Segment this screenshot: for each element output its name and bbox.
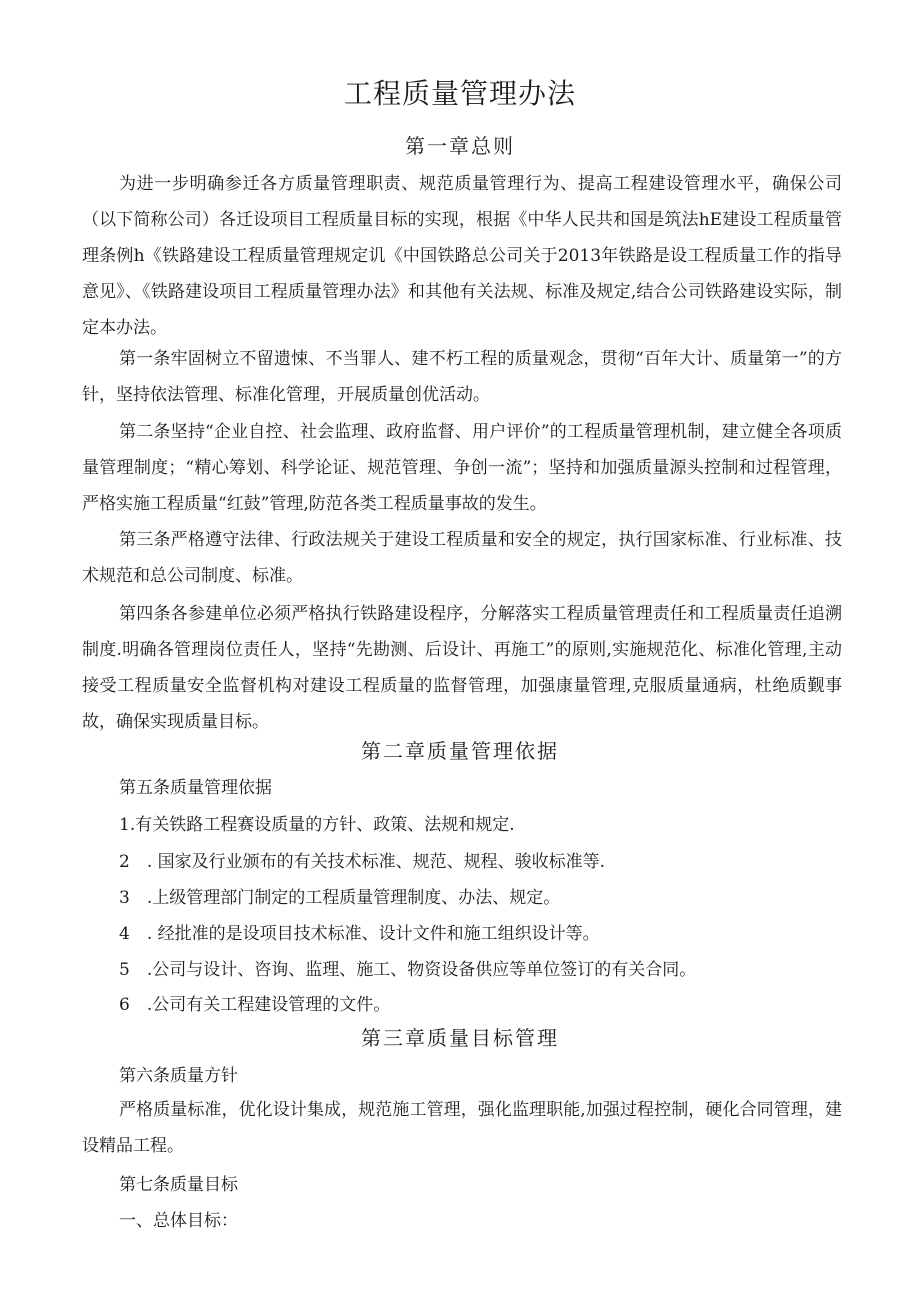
basis-item-5: 5 .公司与设计、咨询、监理、施工、物资设备供应等单位签订的有关合同。: [119, 960, 697, 980]
chapter-3-heading: 第三章质量目标管理: [361, 1026, 559, 1050]
basis-item-4: 4 . 经批准的是设项目技术标准、设计文件和施工组织设计等。: [119, 924, 600, 944]
document-title: 工程质量管理办法: [343, 77, 576, 110]
article-1-paragraph: 第一条牢固树立不留遗悚、不当罪人、建不朽工程的质量观念，贯彻“百年大计、质量第一”的方针，坚持依法管理、标准化管理，开展质量创优活动。: [82, 349, 842, 405]
basis-item-3: 3 .上级管理部门制定的工程质量管理制度、办法、规定。: [119, 888, 561, 908]
chapter-2-heading: 第二章质量管理依据: [361, 739, 559, 763]
article-4-paragraph: 第四条各参建单位必须严格执行铁路建设程序，分解落实工程质量管理责任和工程质量责任追溯制度.明确各管理岗位责任人，坚持“先勘测、后设计、再施工”的原则,实施规范化、标准化管理,主动接受工程质量安全监督机构对建设工程质量的监督管理，加强康量管理,克服质量通病，杜绝质觐事故，确保实现质量目标。: [82, 604, 842, 732]
overall-goal-heading: 一、总体目标：: [119, 1211, 238, 1231]
article-5-heading: 第五条质量管理依据: [119, 778, 272, 798]
article-7-heading: 第七条质量目标: [119, 1175, 238, 1195]
article-6-heading: 第六条质量方针: [119, 1066, 238, 1086]
basis-item-1: 1.有关铁路工程赛设质量的方针、政策、法规和规定.: [119, 815, 515, 835]
quality-policy-paragraph: 严格质量标准，优化设计集成，规范施工管理，强化监理职能,加强过程控制，硬化合同管理，建设精品工程。: [82, 1100, 842, 1156]
basis-item-2: 2 . 国家及行业颁布的有关技术标准、规范、规程、骏收标准等.: [119, 852, 606, 872]
basis-item-6: 6 .公司有关工程建设管理的文件。: [119, 995, 391, 1015]
article-3-paragraph: 第三条严格遵守法律、行政法规关于建设工程质量和安全的规定，执行国家标准、行业标准、技术规范和总公司制度、标准。: [82, 530, 842, 586]
chapter-1-heading: 第一章总则: [405, 134, 515, 158]
chapter-1-intro-paragraph: 为进一步明确参迁各方质量管理职责、规范质量管理行为、提高工程建设管理水平，确保公司（以下简称公司）各迁设项目工程质量目标的实现，根据《中华人民共和国是筑法hE建设工程质量管理条例h《铁路建设工程质量管理规定讥《中国铁路总公司关于2013年铁路是设工程质量工作的指导意见》、《铁路建设项目工程质量管理办法》和其他有关法规、标准及规定,结合公司铁路建设实际，制定本办法。: [82, 174, 842, 338]
article-2-paragraph: 第二条坚持“企业自控、社会监理、政府监督、用户评价”的工程质量管理机制，建立健全各项质量管理制度；“精心筹划、科学论证、规范管理、争创一流”；坚持和加强质量源头控制和过程管理，严格实施工程质量“红鼓”管理,防范各类工程质量事故的发生。: [82, 422, 842, 514]
